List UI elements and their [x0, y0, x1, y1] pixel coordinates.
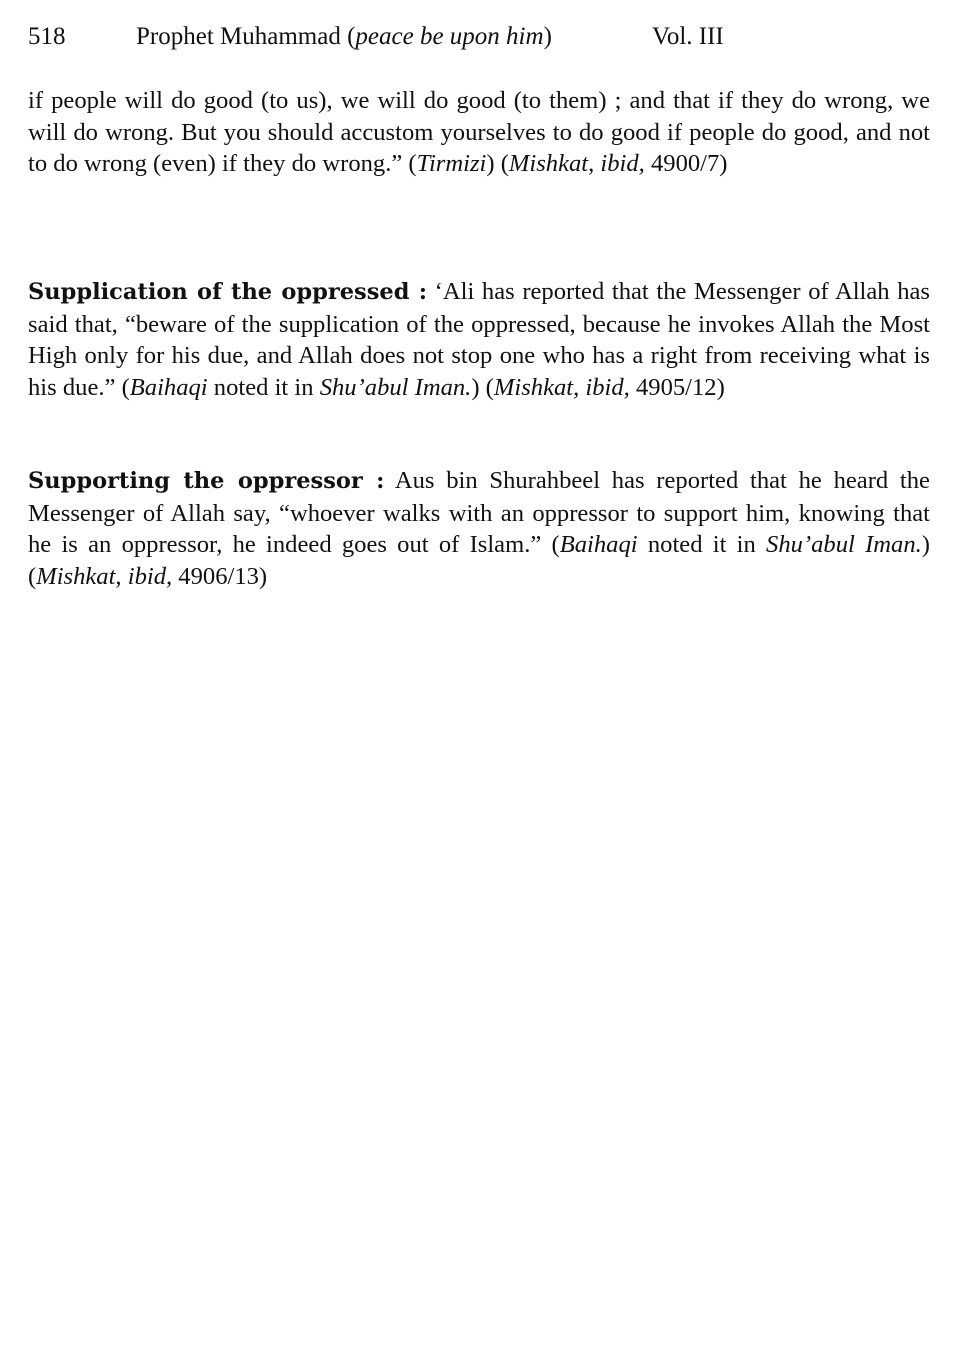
title-paren-close: ) [543, 23, 552, 50]
hadith-reference: 4905/12) [629, 373, 725, 401]
title-main: Prophet Muhammad [136, 23, 341, 50]
citation-separator: ) ( [471, 373, 494, 401]
citation-separator: ) ( [28, 531, 930, 590]
page-number: 518 [28, 23, 66, 50]
paragraph-text: ‘Ali has reported that the Messenger of Allah has said that, “beware of the supplication of the oppressed, because he invokes Allah the Most High only for his due, and Allah does not stop one who has a right from receiving what is his due.” ( [28, 278, 930, 401]
source-citation: Mishkat, ibid, [493, 373, 630, 401]
source-citation: Mishkat, ibid, [36, 562, 173, 590]
paragraph-text: if people will do good (to us), we will do good (to them) ; and that if they do wrong, we will do wrong. But you should accustom yourselves to do good if people do good, and not to do wrong (even) if they do wrong.” ( [28, 87, 930, 177]
hadith-reference: 4900/7) [644, 150, 728, 177]
hadith-reference: 4906/13) [172, 562, 268, 590]
paragraph-supplication-of-oppressed [28, 276, 930, 403]
paragraph-supporting-oppressor [28, 465, 930, 592]
running-title [136, 22, 552, 52]
paragraph-text: Aus bin Shurahbeel has reported that he heard the Messenger of Allah say, “whoever walks with an oppressor to support him, knowing that he is an oppressor, he indeed goes out of Islam.” ( [28, 467, 930, 558]
source-citation: Baihaqi [129, 373, 208, 401]
source-citation: Tirmizi [416, 150, 487, 177]
section-heading: Supporting the oppressor : [28, 468, 385, 494]
citation-separator: noted it in [207, 373, 320, 401]
title-paren-open: ( [347, 23, 356, 50]
source-citation: Shu’abul Iman. [766, 531, 922, 558]
section-heading: Supplication of the oppressed : [28, 279, 428, 305]
paragraph-continuation [28, 85, 930, 180]
source-citation: Baihaqi [559, 531, 638, 558]
source-citation: Shu’abul Iman. [319, 373, 472, 401]
citation-separator: noted it in [637, 531, 767, 558]
title-italic: peace be upon him [355, 23, 544, 50]
source-citation: Mishkat, ibid, [508, 150, 645, 177]
citation-separator: ) ( [486, 150, 509, 177]
volume-label: Vol. III [652, 23, 724, 50]
